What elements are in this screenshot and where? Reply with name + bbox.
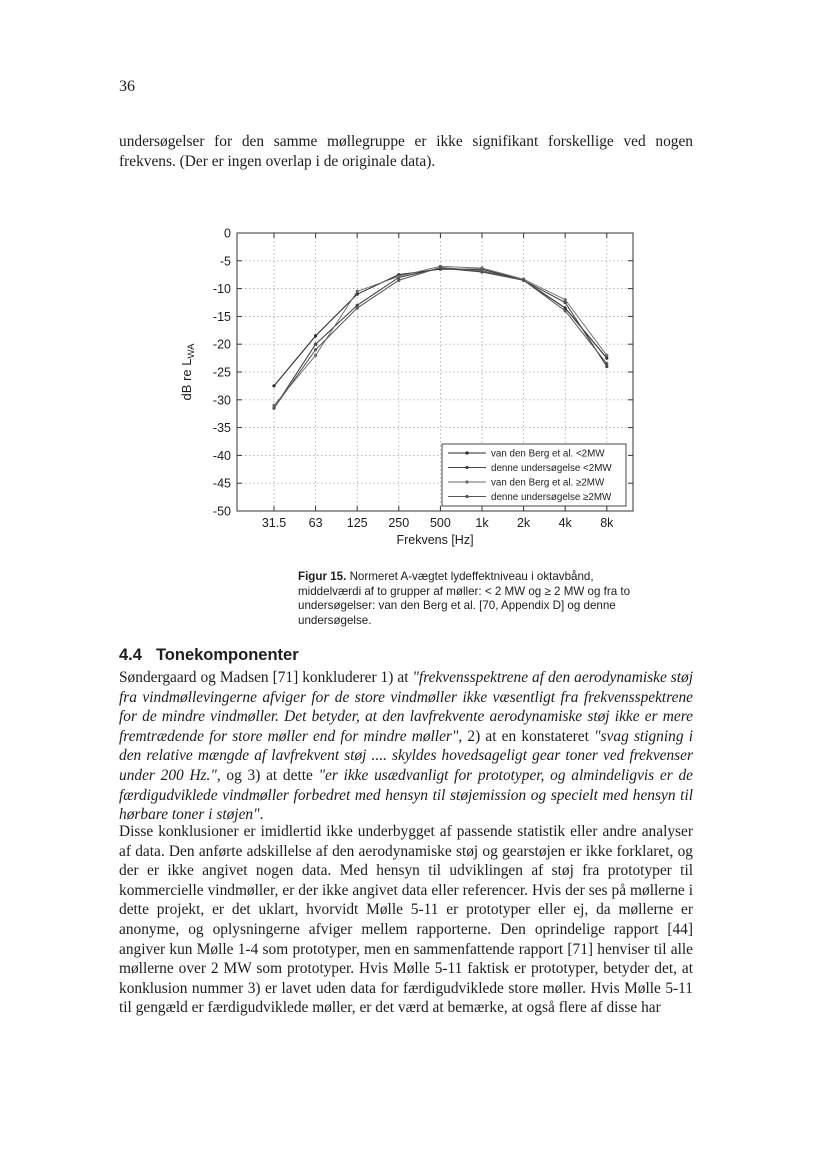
y-tick-label: -10 [212, 282, 231, 297]
data-point [564, 298, 567, 301]
y-tick-label: -50 [212, 504, 231, 519]
figure-caption-text: Normeret A-vægtet lydeffektniveau i oktavbånd, middelværdi af to grupper af møller: < 2 MW og ≥ 2 MW og fra to undersøgelser: van den Berg et al. [70, Appendix D] og denne undersøgelse. [298, 570, 631, 627]
section-heading [119, 646, 299, 665]
data-point [605, 365, 608, 368]
data-point [522, 279, 525, 282]
y-tick-label: -5 [219, 254, 231, 269]
data-point [480, 266, 483, 269]
data-point [605, 362, 608, 365]
x-tick-label: 125 [346, 516, 368, 530]
y-axis-label: dB re $L_{WA}$ [179, 343, 197, 401]
p1-text-3: , og 3) at dette [216, 766, 319, 784]
data-point [314, 354, 317, 357]
x-tick-label: 31.5 [261, 516, 287, 530]
data-point [439, 266, 442, 269]
figure-label: Figur 15. [298, 570, 347, 583]
data-point [272, 407, 275, 410]
legend-marker [465, 495, 468, 498]
y-tick-label: -30 [212, 393, 231, 408]
x-tick-label: 500 [429, 516, 451, 530]
legend-marker [465, 466, 468, 469]
paragraph-conclusions [119, 668, 693, 825]
legend-label: van den Berg et al. ≥2MW [491, 477, 605, 489]
p1-text-1: Søndergaard og Madsen [71] konkluderer 1) at [119, 669, 413, 686]
intro-paragraph: undersøgelser for den samme møllegruppe er ikke signifikant forskellige ved nogen frekvens. (Der er ingen overlap i de originale data). [119, 133, 693, 170]
data-point [564, 306, 567, 309]
legend-label: denne undersøgelse <2MW [491, 463, 612, 475]
x-tick-label: 2k [516, 516, 531, 530]
x-tick-label: 250 [388, 516, 410, 530]
y-tick-label: -35 [212, 421, 231, 436]
data-point [397, 275, 400, 278]
data-point [314, 348, 317, 351]
figure-caption [298, 570, 648, 628]
page-number: 36 [119, 78, 135, 95]
p1-text-2: , 2) at en konstateret [458, 727, 595, 745]
data-point [314, 334, 317, 337]
data-point [356, 304, 359, 307]
legend-label: denne undersøgelse ≥2MW [491, 492, 612, 504]
data-point [397, 279, 400, 282]
data-point [356, 290, 359, 293]
data-point [605, 357, 608, 360]
data-point [480, 269, 483, 272]
p1-text-4: . [259, 806, 264, 824]
y-tick-label: -25 [212, 365, 231, 380]
x-axis-label: Frekvens [Hz] [396, 533, 474, 547]
legend-marker [465, 480, 468, 483]
data-point [356, 306, 359, 309]
paragraph-analysis: Disse konklusioner er imidlertid ikke underbygget af passende statistik eller andre analyser af data. Den anførte adskillelse af den aerodynamiske støj og gearstøjen er ikke forklaret, og der er ikke angivet nogen data. Med hensyn til udviklingen af støj fra prototyper til kommercielle vindmøller, er der ikke angivet data eller referencer. Hvis der ses på møllerne i dette projekt, er det uklart, hvorvidt Mølle 5-11 er prototyper eller ej, da møllerne er anonyme, og oplysningerne afviger mellem rapporterne. Den oprindelige rapport [44] angiver kun Mølle 1-4 som prototyper, men en sammenfattende rapport [71] henviser til alle møllerne over 2 MW som prototyper. Hvis Mølle 5-11 faktisk er prototyper, betyder det, at konklusion nummer 3) er lavet uden data for færdigudviklede store møller. Hvis Mølle 5-11 til gengæld er færdigudviklede møller, er det værd at bemærke, at også flere af disse har [119, 823, 693, 1017]
x-tick-label: 1k [475, 516, 489, 530]
x-tick-label: 4k [558, 516, 572, 530]
figure-chart [160, 220, 650, 560]
section-title: Tonekomponenter [155, 646, 299, 664]
data-point [605, 354, 608, 357]
legend-marker [465, 451, 468, 454]
section-number: 4.4 [119, 646, 142, 664]
p1-quote-2: "svag stigning i den relative mængde af lavfrekvent støj .... skyldes hovedsageligt gear toner ved frekvenser under 200 Hz." [119, 727, 693, 784]
y-tick-label: -45 [212, 476, 231, 491]
data-point [272, 384, 275, 387]
y-tick-label: -15 [212, 309, 231, 324]
series-line [274, 269, 607, 386]
y-tick-label: -20 [212, 337, 231, 352]
line-chart [160, 220, 650, 560]
y-tick-label: 0 [224, 226, 231, 241]
data-point [314, 343, 317, 346]
x-tick-label: 63 [308, 516, 323, 530]
data-point [564, 309, 567, 312]
y-tick-label: -40 [212, 448, 231, 463]
p1-quote-1: "frekvensspektrene af den aerodynamiske støj fra vindmøllevingerne afviger for de store vindmøller ikke væsentligt fra frekvensspektrene for de mindre vindmøller. Det betyder, at den lavfrekvente aerodynamiske støj ikke er mere fremtrædende for store møller end for mindre møller" [119, 669, 694, 745]
y-axis-label-subscript: WA [186, 343, 197, 359]
x-tick-label: 8k [600, 516, 614, 530]
legend-label: van den Berg et al. <2MW [491, 448, 605, 460]
p1-quote-3: "er ikke usædvanligt for prototyper, og almindeligvis er de færdigudviklede vindmøller forbedret med hensyn til støjemission og specielt med hensyn til hørbare toner i støjen" [119, 766, 693, 824]
